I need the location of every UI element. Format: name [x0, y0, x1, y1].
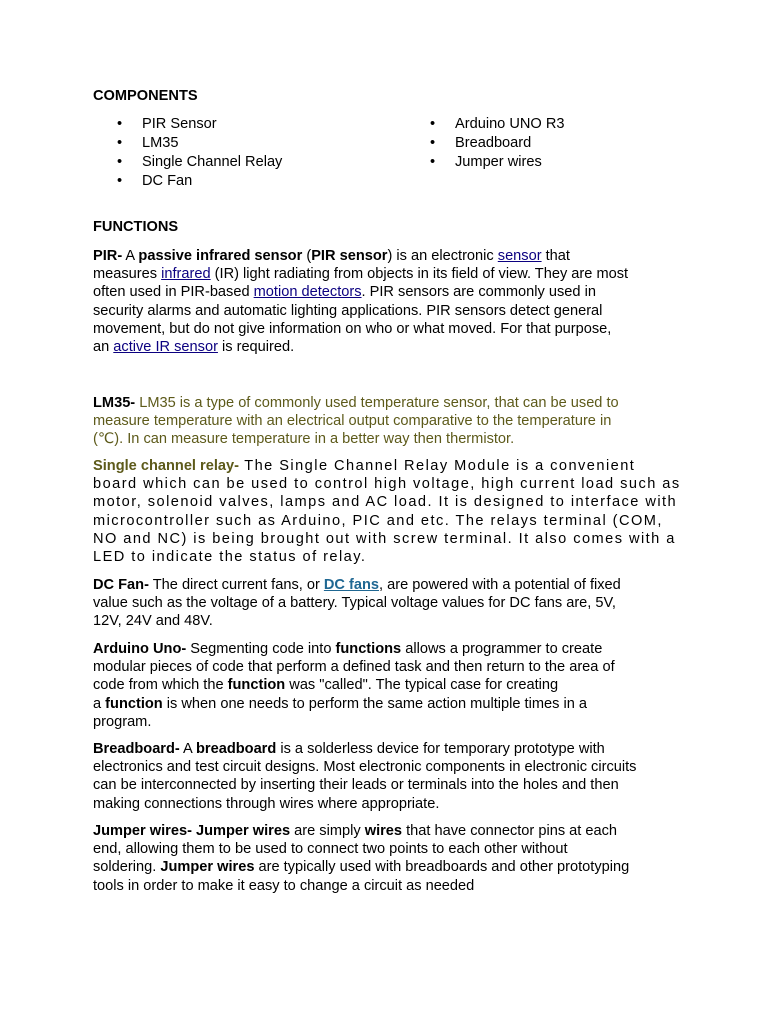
relay-paragraph	[93, 457, 681, 566]
text: The Single Channel Relay Module is a convenient	[239, 458, 636, 474]
list-item: • Arduino UNO R3	[430, 115, 565, 134]
sensor-link[interactable]: sensor	[497, 248, 542, 264]
text: A	[179, 741, 196, 757]
list-item: • LM35	[117, 134, 282, 153]
text-line: value such as the voltage of a battery. Typical voltage values for DC fans are, 5V,	[93, 595, 616, 612]
text-line: movement, but do not give information on who or what moved. For that purpose,	[93, 320, 612, 337]
text: an	[93, 339, 114, 356]
text-line: modular pieces of code that perform a defined task and then return to the area of	[93, 659, 615, 676]
components-list-left	[117, 115, 282, 191]
text: often used in PIR-based	[93, 284, 254, 301]
dc-fan-label: DC Fan-	[93, 577, 149, 593]
bold-text: wires	[364, 823, 403, 839]
text-line: motor, solenoid valves, lamps and AC load. It is designed to interface with	[93, 494, 678, 511]
functions-heading: FUNCTIONS	[93, 219, 179, 235]
text-line: microcontroller such as Arduino, PIC and etc. The relays terminal (COM,	[93, 512, 663, 529]
text: a	[93, 695, 106, 712]
arduino-label: Arduino Uno-	[93, 641, 187, 657]
text: is a solderless device for temporary prototype with	[276, 741, 605, 757]
breadboard-paragraph	[93, 740, 678, 813]
text-line: board which can be used to control high voltage, high current load such as	[93, 476, 681, 493]
text: . PIR sensors are commonly used in	[361, 284, 596, 301]
text: (IR) light radiating from objects in its field of view. They are most	[210, 266, 629, 283]
bold-text: PIR sensor	[311, 248, 388, 264]
bold-text: function	[105, 695, 163, 712]
text: ) is an electronic	[387, 248, 498, 264]
list-item: • Single Channel Relay	[117, 153, 282, 172]
jumper-wires-paragraph	[93, 822, 678, 895]
text: are typically used with breadboards and other prototyping	[254, 859, 630, 876]
breadboard-label: Breadboard-	[93, 741, 180, 757]
text: A	[122, 248, 139, 264]
text: soldering.	[93, 859, 161, 876]
lm35-paragraph	[93, 394, 678, 449]
text: that	[541, 248, 570, 264]
text: allows a programmer to create	[401, 641, 603, 657]
text-line: end, allowing them to be used to connect two points to each other without	[93, 841, 568, 858]
arduino-paragraph	[93, 640, 678, 731]
text: The direct current fans, or	[148, 577, 324, 593]
bold-text: passive infrared sensor	[138, 248, 303, 264]
text: Segmenting code into	[186, 641, 336, 657]
text-line: making connections through wires where appropriate.	[93, 795, 440, 812]
bold-text: functions	[335, 641, 402, 657]
active-ir-sensor-link[interactable]: active IR sensor	[113, 339, 218, 356]
components-heading: COMPONENTS	[93, 88, 198, 104]
lm35-label: LM35-	[93, 395, 136, 411]
list-item: • Jumper wires	[430, 153, 565, 172]
bold-text: breadboard	[196, 741, 277, 757]
text-line: LED to indicate the status of relay.	[93, 549, 367, 566]
dc-fans-link[interactable]: DC fans	[323, 577, 380, 593]
text: LM35 is a type of commonly used temperature sensor, that can be used to	[135, 395, 619, 411]
text-line: program.	[93, 713, 152, 730]
text: is required.	[217, 339, 295, 356]
components-list-right	[430, 115, 565, 172]
dc-fan-paragraph	[93, 576, 678, 631]
relay-label: Single channel relay-	[93, 458, 239, 474]
text: that have connector pins at each	[402, 823, 618, 839]
pir-label: PIR-	[93, 248, 123, 264]
text: was "called". The typical case for creating	[285, 677, 559, 694]
bold-text: function	[227, 677, 286, 694]
text-line: measure temperature with an electrical output comparative to the temperature in	[93, 413, 612, 430]
list-item: • Breadboard	[430, 134, 565, 153]
text-line: can be interconnected by inserting their leads or terminals into the holes and then	[93, 777, 619, 794]
text: code from which the	[93, 677, 228, 694]
text: measures	[93, 266, 162, 283]
text-line: electronics and test circuit designs. Most electronic components in electronic circuits	[93, 759, 637, 776]
text-line: 12V, 24V and 48V.	[93, 613, 213, 630]
text: are simply	[290, 823, 365, 839]
text-line: NO and NC) is being brought out with screw terminal. It also comes with a	[93, 530, 676, 547]
jumper-wires-label: Jumper wires-	[93, 823, 192, 839]
bold-text: Jumper wires	[160, 859, 255, 876]
text: is when one needs to perform the same action multiple times in a	[162, 695, 587, 712]
text-line: tools in order to make it easy to change a circuit as needed	[93, 877, 475, 894]
pir-paragraph	[93, 247, 678, 356]
list-item: • PIR Sensor	[117, 115, 282, 134]
text: , are powered with a potential of fixed	[379, 577, 621, 593]
list-item: • DC Fan	[117, 172, 282, 191]
infrared-link[interactable]: infrared	[161, 266, 211, 283]
bold-text: Jumper wires	[191, 823, 291, 839]
motion-detectors-link[interactable]: motion detectors	[253, 284, 362, 301]
text-line: (℃). In can measure temperature in a better way then thermistor.	[93, 431, 515, 448]
text: (	[302, 248, 312, 264]
text-line: security alarms and automatic lighting applications. PIR sensors detect general	[93, 302, 603, 319]
